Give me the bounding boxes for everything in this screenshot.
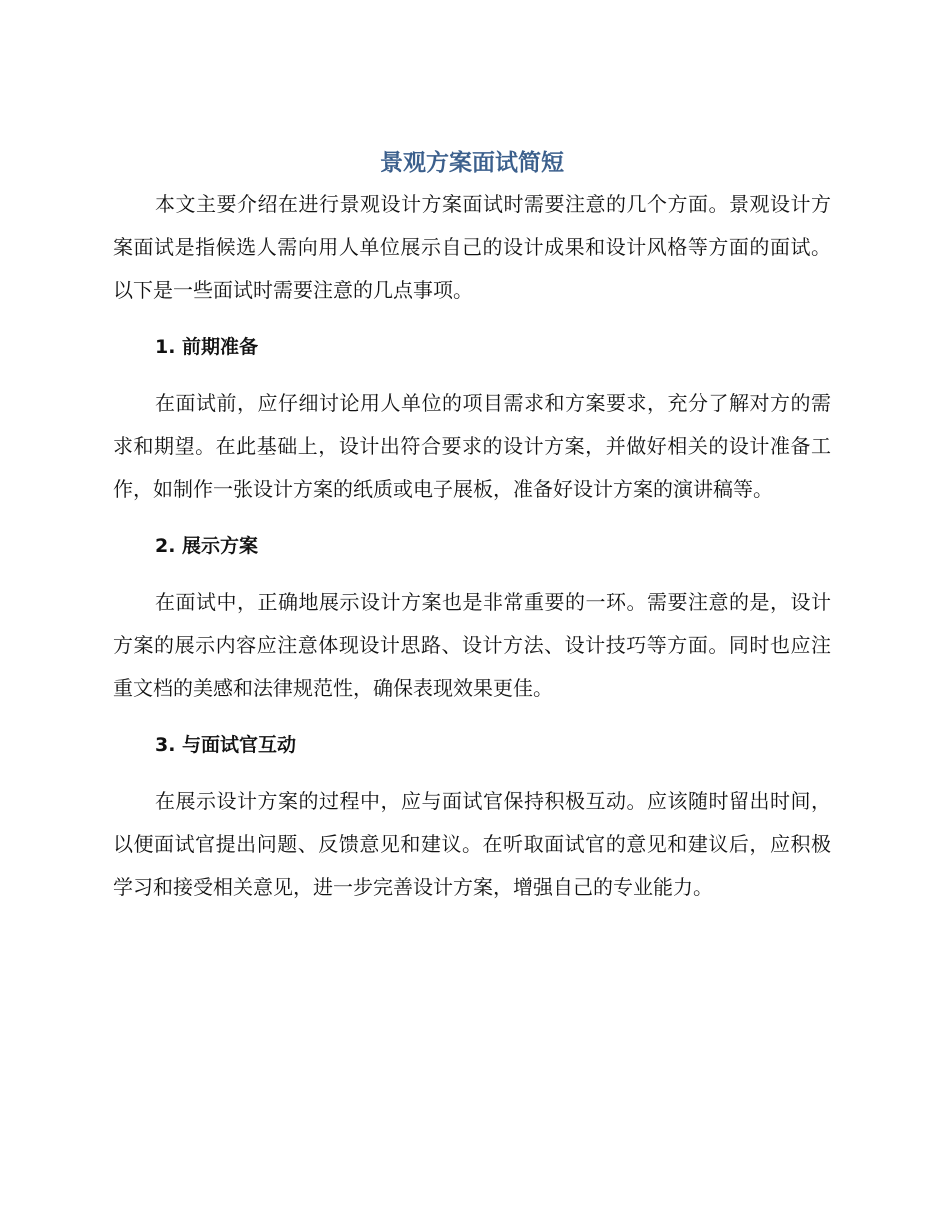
document-title: 景观方案面试简短: [380, 150, 564, 176]
section-heading-interact: 3. 与面试官互动: [155, 734, 297, 756]
section-heading-prep: 1. 前期准备: [155, 336, 259, 358]
section-heading-present: 2. 展示方案: [155, 535, 259, 557]
section-body-present: 在面试中，正确地展示设计方案也是非常重要的一环。需要注意的是，设计方案的展示内容应注意体现设计思路、设计方法、设计技巧等方面。同时也应注重文档的美感和法律规范性，确保表现效果更佳。: [113, 590, 831, 700]
section-body-interact: 在展示设计方案的过程中，应与面试官保持积极互动。应该随时留出时间，以便面试官提出问题、反馈意见和建议。在听取面试官的意见和建议后，应积极学习和接受相关意见，进一步完善设计方案，增强自己的专业能力。: [113, 789, 831, 899]
intro-paragraph: 本文主要介绍在进行景观设计方案面试时需要注意的几个方面。景观设计方案面试是指候选人需向用人单位展示自己的设计成果和设计风格等方面的面试。以下是一些面试时需要注意的几点事项。: [113, 192, 831, 302]
document-body: [113, 143, 831, 909]
section-body-prep: 在面试前，应仔细讨论用人单位的项目需求和方案要求，充分了解对方的需求和期望。在此基础上，设计出符合要求的设计方案，并做好相关的设计准备工作，如制作一张设计方案的纸质或电子展板，准备好设计方案的演讲稿等。: [113, 391, 831, 501]
